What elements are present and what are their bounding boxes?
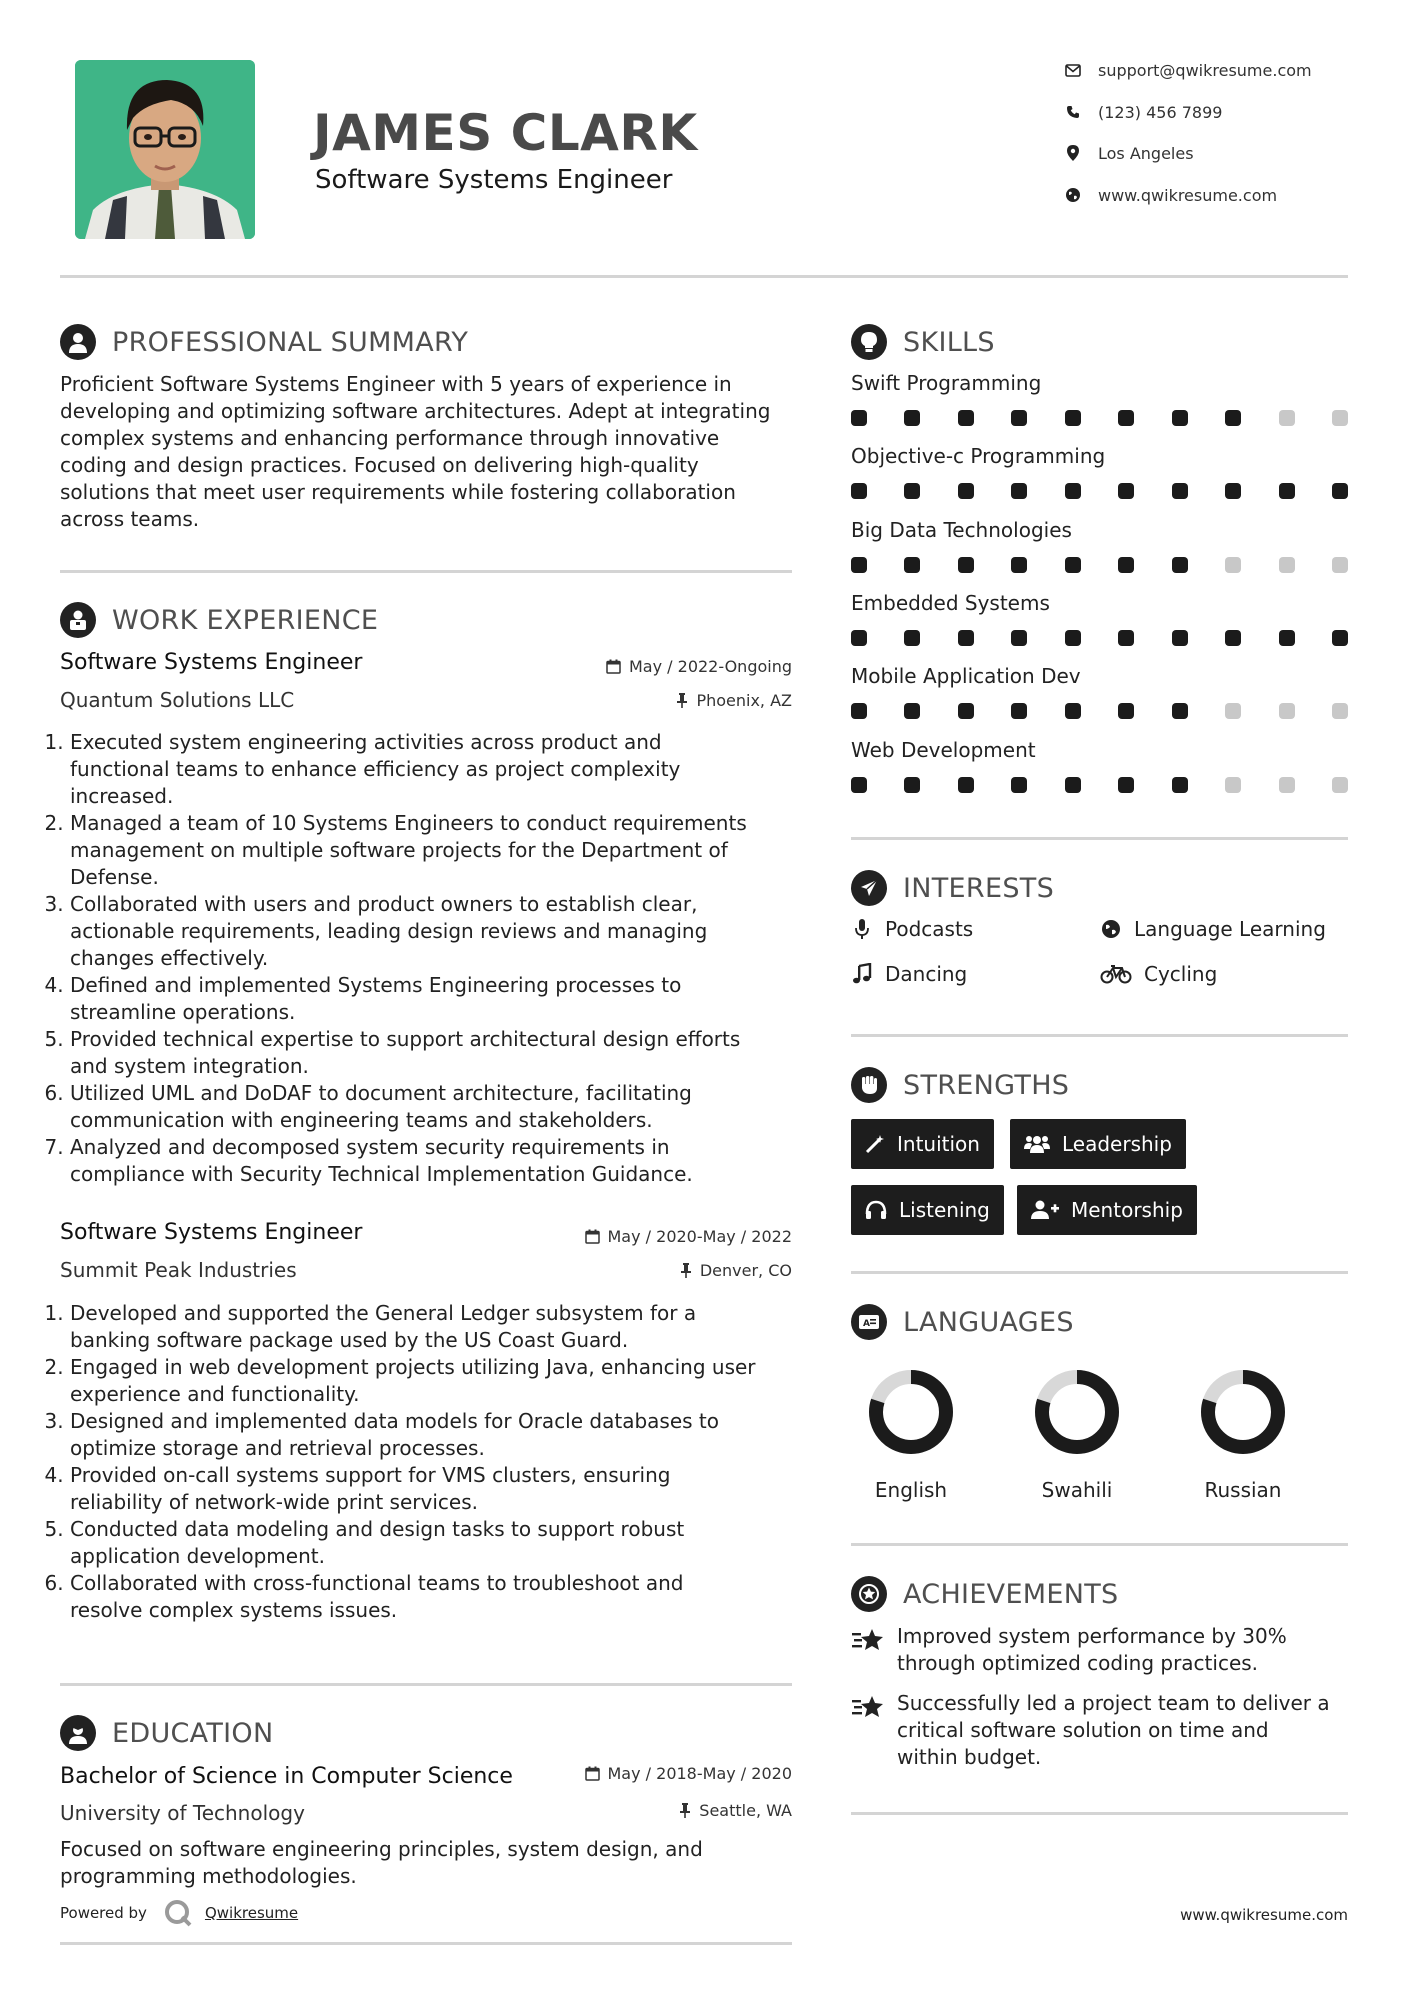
skill-dot-filled xyxy=(1065,630,1081,646)
education-location xyxy=(500,1801,792,1820)
summary-divider xyxy=(60,570,792,573)
strength-chip xyxy=(1010,1119,1186,1169)
skill-dot-empty xyxy=(1225,557,1241,573)
interests-heading xyxy=(851,868,1348,908)
headphones-icon xyxy=(865,1200,887,1220)
interest-item xyxy=(851,917,973,941)
skill-dot-filled xyxy=(851,630,867,646)
school-name: University of Technology xyxy=(60,1801,305,1825)
powered-by-label: Powered by xyxy=(60,1904,147,1922)
strengths-divider xyxy=(851,1271,1348,1274)
education-heading xyxy=(60,1713,792,1753)
duty-item: 7. Analyzed and decomposed system security requirements in compliance with Security Technical Implementation Guidance. xyxy=(70,1134,792,1188)
education-description xyxy=(60,1836,792,1890)
contact-phone[interactable] xyxy=(1064,99,1222,125)
language-item xyxy=(851,1364,971,1502)
strength-chip xyxy=(851,1185,1004,1235)
duty-item: 2. Engaged in web development projects utilizing Java, enhancing user experience and functionality. xyxy=(70,1354,792,1408)
skill-dot-filled xyxy=(904,557,920,573)
microphone-icon xyxy=(851,918,873,940)
duty-item: 3. Collaborated with users and product owners to establish clear, actionable requirements, leading design reviews and managing changes effectively. xyxy=(70,891,792,972)
contact-location-text: Los Angeles xyxy=(1098,143,1194,163)
education-dates-text: May / 2018-May / 2020 xyxy=(607,1764,792,1783)
skill-rating xyxy=(851,703,1348,719)
skill-dot-filled xyxy=(958,630,974,646)
skill-dot-filled xyxy=(1065,777,1081,793)
interest-item xyxy=(1100,962,1217,986)
strength-label: Leadership xyxy=(1062,1132,1172,1156)
bicycle-icon xyxy=(1100,964,1132,984)
summary-title: PROFESSIONAL SUMMARY xyxy=(112,326,469,358)
skill-dot-filled xyxy=(1225,483,1241,499)
duty-item: 5. Conducted data modeling and design tasks to support robust application development. xyxy=(70,1516,792,1570)
achievement-line: through optimized coding practices. xyxy=(897,1651,1259,1675)
skill-dot-filled xyxy=(904,410,920,426)
footer-divider xyxy=(60,1942,792,1945)
skill-dot-filled xyxy=(1011,630,1027,646)
duty-item: 2. Managed a team of 10 Systems Engineers to conduct requirements management on multiple software projects for the Department of Defense. xyxy=(70,810,792,891)
interests-title: INTERESTS xyxy=(903,872,1055,904)
summary-line: solutions that meet user requirements while fostering collaboration xyxy=(60,480,736,504)
skill-dot-filled xyxy=(904,703,920,719)
skill-dot-empty xyxy=(1332,557,1348,573)
skill-dot-filled xyxy=(1011,557,1027,573)
strengths-title: STRENGTHS xyxy=(903,1069,1070,1101)
language-item xyxy=(1183,1364,1303,1502)
skill-dot-filled xyxy=(1011,703,1027,719)
profile-photo xyxy=(75,60,255,239)
job-dates xyxy=(500,657,792,676)
skill-dot-filled xyxy=(958,483,974,499)
skill-dot-filled xyxy=(1172,777,1188,793)
skill-dot-filled xyxy=(1118,557,1134,573)
job-title: Software Systems Engineer xyxy=(60,1220,363,1245)
achievement-item xyxy=(851,1690,1348,1771)
language-name: Russian xyxy=(1204,1478,1282,1502)
skill-dot-filled xyxy=(1172,703,1188,719)
contact-email-text: support@qwikresume.com xyxy=(1098,60,1312,80)
calendar-icon xyxy=(585,1229,600,1244)
footer-website[interactable]: www.qwikresume.com xyxy=(1180,1906,1348,1924)
achievement-line: Improved system performance by 30% xyxy=(897,1624,1287,1648)
user-circle-icon xyxy=(60,324,96,360)
pin-icon xyxy=(679,1803,691,1818)
skill-dot-filled xyxy=(1279,630,1295,646)
job-dates-text: May / 2020-May / 2022 xyxy=(607,1227,792,1246)
job-dates-text: May / 2022-Ongoing xyxy=(629,657,792,676)
duty-item: 4. Defined and implemented Systems Engineering processes to streamline operations. xyxy=(70,972,792,1026)
strength-label: Intuition xyxy=(897,1132,980,1156)
envelope-icon xyxy=(1064,61,1082,79)
star-badge-icon xyxy=(851,1576,887,1612)
lightbulb-icon xyxy=(851,324,887,360)
skill-dot-empty xyxy=(1332,777,1348,793)
skill-dot-filled xyxy=(1011,483,1027,499)
skills-heading xyxy=(851,322,1348,362)
job-location xyxy=(500,1261,792,1280)
interest-label: Dancing xyxy=(885,962,968,986)
header-divider xyxy=(60,275,1348,278)
phone-icon xyxy=(1064,103,1082,121)
skill-dot-filled xyxy=(851,483,867,499)
skill-dot-empty xyxy=(1279,703,1295,719)
skill-dot-filled xyxy=(904,777,920,793)
skill-dot-filled xyxy=(1172,630,1188,646)
skill-dot-filled xyxy=(851,777,867,793)
contact-website[interactable] xyxy=(1064,182,1277,208)
duty-item: 1. Developed and supported the General Ledger subsystem for a banking software package used by the US Coast Guard. xyxy=(70,1300,792,1354)
skill-dot-filled xyxy=(851,703,867,719)
interests-divider xyxy=(851,1034,1348,1037)
skill-dot-filled xyxy=(1065,703,1081,719)
paper-plane-icon xyxy=(851,870,887,906)
contact-email[interactable] xyxy=(1064,57,1312,83)
skill-dot-filled xyxy=(958,410,974,426)
job-location xyxy=(500,691,792,710)
powered-by xyxy=(60,1898,298,1928)
skill-dot-empty xyxy=(1279,777,1295,793)
skill-dot-filled xyxy=(1172,410,1188,426)
duty-item: 6. Collaborated with cross-functional teams to troubleshoot and resolve complex systems issues. xyxy=(70,1570,792,1624)
contact-phone-text: (123) 456 7899 xyxy=(1098,102,1223,122)
skill-dot-filled xyxy=(1011,410,1027,426)
summary-line: across teams. xyxy=(60,507,200,531)
skill-dot-filled xyxy=(1065,557,1081,573)
skill-rating xyxy=(851,557,1348,573)
calendar-icon xyxy=(585,1766,600,1781)
languages-title: LANGUAGES xyxy=(903,1306,1074,1338)
skill-dot-empty xyxy=(1279,410,1295,426)
languages-divider xyxy=(851,1543,1348,1546)
map-pin-icon xyxy=(1064,144,1082,162)
strength-label: Mentorship xyxy=(1071,1198,1183,1222)
achievement-line: Successfully led a project team to deliver a xyxy=(897,1691,1330,1715)
skill-dot-filled xyxy=(1332,630,1348,646)
job-company: Quantum Solutions LLC xyxy=(60,688,295,712)
users-icon xyxy=(1024,1134,1050,1154)
degree-title: Bachelor of Science in Computer Science xyxy=(60,1764,513,1789)
skill-dot-filled xyxy=(1118,703,1134,719)
summary-line: Proficient Software Systems Engineer with 5 years of experience in xyxy=(60,372,732,396)
calendar-icon xyxy=(606,659,621,674)
skill-dot-filled xyxy=(1118,777,1134,793)
education-location-text: Seattle, WA xyxy=(699,1801,792,1820)
job-duties xyxy=(52,729,792,1188)
skill-name: Embedded Systems xyxy=(851,591,1050,615)
education-line: Focused on software engineering principles, system design, and xyxy=(60,1837,703,1861)
skill-dot-filled xyxy=(1065,483,1081,499)
strength-label: Listening xyxy=(899,1198,990,1222)
skill-dot-filled xyxy=(958,703,974,719)
skill-name: Big Data Technologies xyxy=(851,518,1072,542)
achievement-line: within budget. xyxy=(897,1745,1042,1769)
skill-dot-empty xyxy=(1332,410,1348,426)
interest-item xyxy=(1100,917,1326,941)
skill-dot-empty xyxy=(1332,703,1348,719)
language-card-icon xyxy=(851,1304,887,1340)
summary-line: coding and design practices. Focused on delivering high-quality xyxy=(60,453,699,477)
languages-heading xyxy=(851,1302,1348,1342)
skill-rating xyxy=(851,630,1348,646)
education-line: programming methodologies. xyxy=(60,1864,357,1888)
qwikresume-link[interactable]: Qwikresume xyxy=(204,1904,299,1922)
duty-item: 4. Provided on-call systems support for VMS clusters, ensuring reliability of network-wide print services. xyxy=(70,1462,792,1516)
duty-item: 3. Designed and implemented data models for Oracle databases to optimize storage and retrieval processes. xyxy=(70,1408,792,1462)
magic-wand-icon xyxy=(865,1134,885,1154)
interest-label: Language Learning xyxy=(1134,917,1326,941)
skill-rating xyxy=(851,483,1348,499)
achievements-divider xyxy=(851,1812,1348,1815)
interest-item xyxy=(851,962,967,986)
globe-icon xyxy=(1064,186,1082,204)
summary-line: complex systems and enhancing performance through innovative xyxy=(60,426,720,450)
user-plus-icon xyxy=(1031,1200,1059,1220)
job-company: Summit Peak Industries xyxy=(60,1258,297,1282)
experience-heading xyxy=(60,600,792,640)
contact-location xyxy=(1064,140,1194,166)
skill-dot-filled xyxy=(851,410,867,426)
skill-dot-filled xyxy=(1225,630,1241,646)
skill-rating xyxy=(851,410,1348,426)
svg-text:A: A xyxy=(863,1319,870,1329)
interest-label: Podcasts xyxy=(885,917,974,941)
job-dates xyxy=(500,1227,792,1246)
language-ring xyxy=(1195,1364,1291,1460)
skill-dot-filled xyxy=(1225,410,1241,426)
strength-chip xyxy=(1017,1185,1197,1235)
skill-dot-filled xyxy=(1172,557,1188,573)
skill-dot-filled xyxy=(958,777,974,793)
achievements-title: ACHIEVEMENTS xyxy=(903,1578,1119,1610)
shooting-star-icon xyxy=(851,1623,885,1677)
duty-item: 5. Provided technical expertise to support architectural design efforts and system integration. xyxy=(70,1026,792,1080)
achievements-heading xyxy=(851,1574,1348,1614)
fist-icon xyxy=(851,1067,887,1103)
briefcase-user-icon xyxy=(60,602,96,638)
skills-divider xyxy=(851,837,1348,840)
skill-dot-filled xyxy=(1118,410,1134,426)
interest-label: Cycling xyxy=(1144,962,1218,986)
globe-icon xyxy=(1100,919,1122,939)
contact-website-text: www.qwikresume.com xyxy=(1098,185,1278,205)
skill-rating xyxy=(851,777,1348,793)
summary-line: developing and optimizing software architectures. Adept at integrating xyxy=(60,399,771,423)
language-name: English xyxy=(874,1478,948,1502)
duty-item: 6. Utilized UML and DoDAF to document architecture, facilitating communication with engineering teams and stakeholders. xyxy=(70,1080,792,1134)
summary-text xyxy=(60,371,792,533)
language-ring xyxy=(1029,1364,1125,1460)
experience-divider xyxy=(60,1683,792,1686)
education-title: EDUCATION xyxy=(112,1717,274,1749)
shooting-star-icon xyxy=(851,1690,885,1771)
skill-dot-filled xyxy=(851,557,867,573)
achievement-line: critical software solution on time and xyxy=(897,1718,1269,1742)
language-ring xyxy=(863,1364,959,1460)
job-location-text: Denver, CO xyxy=(699,1261,792,1280)
skill-dot-filled xyxy=(1118,630,1134,646)
candidate-name: JAMES CLARK xyxy=(313,104,698,162)
language-item xyxy=(1017,1364,1137,1502)
skill-dot-filled xyxy=(904,483,920,499)
experience-title: WORK EXPERIENCE xyxy=(112,604,379,636)
skill-dot-filled xyxy=(1279,483,1295,499)
graduation-icon xyxy=(60,1715,96,1751)
job-duties xyxy=(52,1300,792,1624)
skills-title: SKILLS xyxy=(903,326,995,358)
skill-dot-filled xyxy=(1065,410,1081,426)
qwikresume-logo-icon xyxy=(163,1898,193,1928)
skill-dot-filled xyxy=(958,557,974,573)
skill-dot-filled xyxy=(1011,777,1027,793)
summary-heading xyxy=(60,322,792,362)
strengths-heading xyxy=(851,1065,1348,1105)
skill-dot-filled xyxy=(1118,483,1134,499)
education-dates xyxy=(500,1764,792,1783)
skill-dot-filled xyxy=(1332,483,1348,499)
duty-item: 1. Executed system engineering activities across product and functional teams to enhance efficiency as project complexity increased. xyxy=(70,729,792,810)
pin-icon xyxy=(676,693,688,708)
job-title: Software Systems Engineer xyxy=(60,650,363,675)
skill-name: Web Development xyxy=(851,738,1036,762)
music-note-icon xyxy=(851,963,873,985)
skill-dot-empty xyxy=(1279,557,1295,573)
skill-dot-empty xyxy=(1225,703,1241,719)
skill-dot-filled xyxy=(904,630,920,646)
language-name: Swahili xyxy=(1041,1478,1113,1502)
skill-name: Mobile Application Dev xyxy=(851,664,1081,688)
candidate-title: Software Systems Engineer xyxy=(315,165,673,195)
achievement-item xyxy=(851,1623,1348,1677)
skill-name: Objective-c Programming xyxy=(851,444,1106,468)
skill-dot-empty xyxy=(1225,777,1241,793)
strength-chip xyxy=(851,1119,994,1169)
job-location-text: Phoenix, AZ xyxy=(696,691,792,710)
skill-dot-filled xyxy=(1172,483,1188,499)
pin-icon xyxy=(680,1263,692,1278)
skill-name: Swift Programming xyxy=(851,371,1042,395)
